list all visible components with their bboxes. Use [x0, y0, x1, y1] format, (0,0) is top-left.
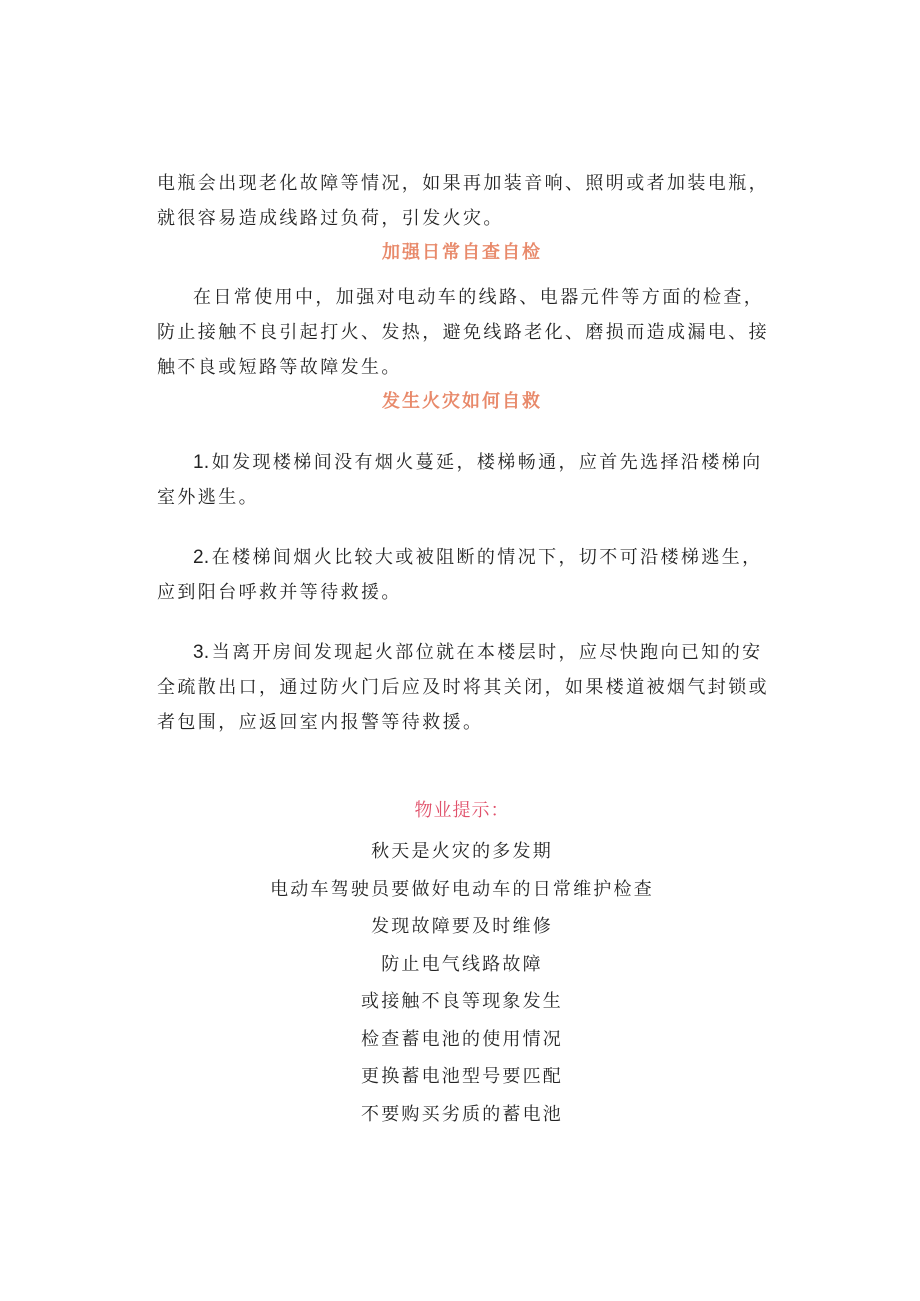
rescue-item-number: 1 — [193, 452, 204, 473]
document-body — [157, 166, 767, 740]
self-check-line-1: 在日常使用中，加强对电动车的线路、电器元件等方面的检查， — [193, 287, 765, 308]
section-heading-self-check: 加强日常自查自检 — [382, 242, 542, 263]
tip-line: 更换蓄电池型号要匹配 — [361, 1066, 563, 1087]
intro-line-2: 就很容易造成线路过负荷，引发火灾。 — [157, 208, 504, 229]
rescue-item-2-line-1: .在楼梯间烟火比较大或被阻断的情况下，切不可沿楼梯逃生， — [203, 547, 763, 568]
rescue-item-3-line-3: 者包围，应返回室内报警等待救援。 — [157, 712, 484, 733]
rescue-item-number: 3 — [193, 642, 204, 663]
rescue-item-3-line-2: 全疏散出口，通过防火门后应及时将其关闭，如果楼道被烟气封锁或 — [157, 677, 769, 698]
section-heading-self-rescue: 发生火灾如何自救 — [382, 391, 542, 412]
self-check-paragraph — [157, 280, 767, 385]
tip-line: 电动车驾驶员要做好电动车的日常维护检查 — [270, 878, 654, 900]
tips-title: 物业提示： — [414, 800, 510, 821]
tip-line: 检查蓄电池的使用情况 — [361, 1028, 563, 1050]
tip-line: 防止电气线路故障 — [381, 953, 543, 975]
property-tips — [157, 796, 767, 1133]
self-rescue-list — [157, 445, 767, 740]
rescue-item-1-line-1: .如发现楼梯间没有烟火蔓延，楼梯畅通，应首先选择沿楼梯向 — [203, 452, 763, 473]
intro-line-1: 电瓶会出现老化故障等情况，如果再加装音响、照明或者加装电瓶， — [157, 173, 769, 194]
tip-line: 或接触不良等现象发生 — [361, 991, 563, 1012]
rescue-item-3-line-1: .当离开房间发现起火部位就在本楼层时，应尽快跑向已知的安 — [203, 642, 763, 663]
rescue-item-2-line-2: 应到阳台呼救并等待救援。 — [157, 582, 402, 603]
tip-line: 发现故障要及时维修 — [371, 916, 553, 937]
rescue-item-1-line-2: 室外逃生。 — [157, 487, 259, 508]
rescue-item-3 — [157, 635, 767, 740]
self-check-line-3: 触不良或短路等故障发生。 — [157, 357, 402, 378]
rescue-item-1 — [157, 445, 767, 515]
self-check-line-2: 防止接触不良引起打火、发热，避免线路老化、磨损而造成漏电、接 — [157, 322, 769, 343]
rescue-item-number: 2 — [193, 547, 204, 568]
rescue-item-2 — [157, 540, 767, 610]
tip-line: 不要购买劣质的蓄电池 — [361, 1103, 563, 1125]
intro-paragraph — [157, 166, 767, 236]
tip-line: 秋天是火灾的多发期 — [371, 841, 553, 862]
